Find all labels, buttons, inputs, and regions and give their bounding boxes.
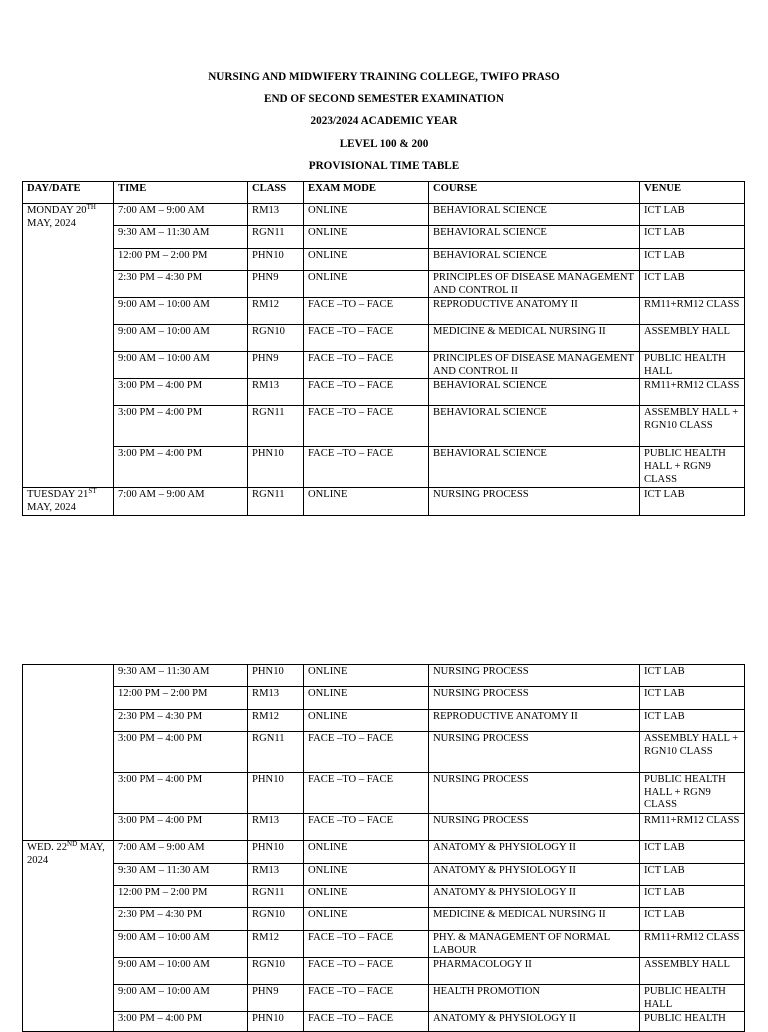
course-cell: NURSING PROCESS	[429, 732, 640, 773]
class-cell: RGN11	[248, 886, 304, 908]
course-cell: MEDICINE & MEDICAL NURSING II	[429, 908, 640, 931]
col-exam-mode: EXAM MODE	[304, 182, 429, 204]
venue-cell: RM11+RM12 CLASS	[640, 931, 745, 958]
venue-cell: ICT LAB	[640, 687, 745, 710]
course-cell: PHY. & MANAGEMENT OF NORMAL LABOUR	[429, 931, 640, 958]
mode-cell: FACE –TO – FACE	[304, 352, 429, 379]
venue-cell: ICT LAB	[640, 841, 745, 864]
course-cell: ANATOMY & PHYSIOLOGY II	[429, 886, 640, 908]
time-cell: 9:00 AM – 10:00 AM	[114, 958, 248, 985]
class-cell: RGN11	[248, 226, 304, 249]
time-cell: 3:00 PM – 4:00 PM	[114, 406, 248, 447]
table-row	[23, 908, 745, 931]
time-cell: 2:30 PM – 4:30 PM	[114, 271, 248, 298]
table-row	[23, 447, 745, 488]
col-day-date: DAY/DATE	[23, 182, 114, 204]
venue-cell: ICT LAB	[640, 249, 745, 271]
exam-title: END OF SECOND SEMESTER EXAMINATION	[264, 93, 504, 106]
class-cell: RM13	[248, 814, 304, 841]
table-row	[23, 352, 745, 379]
day-date-cell	[23, 841, 114, 1032]
academic-year: 2023/2024 ACADEMIC YEAR	[310, 115, 458, 128]
col-time: TIME	[114, 182, 248, 204]
col-venue: VENUE	[640, 182, 745, 204]
class-cell: PHN9	[248, 352, 304, 379]
course-cell: PRINCIPLES OF DISEASE MANAGEMENT AND CONTROL II	[429, 271, 640, 298]
class-cell: RM13	[248, 687, 304, 710]
mode-cell: FACE –TO – FACE	[304, 958, 429, 985]
time-cell: 9:30 AM – 11:30 AM	[114, 226, 248, 249]
table-row	[23, 732, 745, 773]
table-row	[23, 379, 745, 406]
table-row	[23, 325, 745, 352]
mode-cell: FACE –TO – FACE	[304, 298, 429, 325]
mode-cell: FACE –TO – FACE	[304, 447, 429, 488]
course-cell: BEHAVIORAL SCIENCE	[429, 447, 640, 488]
mode-cell: ONLINE	[304, 665, 429, 687]
course-cell: HEALTH PROMOTION	[429, 985, 640, 1012]
time-cell: 12:00 PM – 2:00 PM	[114, 687, 248, 710]
venue-cell: ICT LAB	[640, 864, 745, 886]
course-cell: BEHAVIORAL SCIENCE	[429, 226, 640, 249]
course-cell: NURSING PROCESS	[429, 665, 640, 687]
course-cell: PRINCIPLES OF DISEASE MANAGEMENT AND CONTROL II	[429, 352, 640, 379]
table-row	[23, 271, 745, 298]
table-row	[23, 1012, 745, 1032]
venue-cell: ASSEMBLY HALL	[640, 325, 745, 352]
mode-cell: FACE –TO – FACE	[304, 325, 429, 352]
venue-cell: ASSEMBLY HALL + RGN10 CLASS	[640, 406, 745, 447]
class-cell: RGN11	[248, 406, 304, 447]
mode-cell: FACE –TO – FACE	[304, 379, 429, 406]
time-cell: 7:00 AM – 9:00 AM	[114, 204, 248, 226]
mode-cell: ONLINE	[304, 841, 429, 864]
mode-cell: ONLINE	[304, 687, 429, 710]
course-cell: NURSING PROCESS	[429, 488, 640, 515]
class-cell: RM12	[248, 298, 304, 325]
class-cell: RGN10	[248, 325, 304, 352]
table-row	[23, 488, 745, 515]
course-cell: REPRODUCTIVE ANATOMY II	[429, 298, 640, 325]
table-row	[23, 985, 745, 1012]
venue-cell: RM11+RM12 CLASS	[640, 379, 745, 406]
course-cell: MEDICINE & MEDICAL NURSING II	[429, 325, 640, 352]
course-cell: PHARMACOLOGY II	[429, 958, 640, 985]
venue-cell: ICT LAB	[640, 908, 745, 931]
time-cell: 9:00 AM – 10:00 AM	[114, 325, 248, 352]
course-cell: NURSING PROCESS	[429, 814, 640, 841]
class-cell: PHN10	[248, 1012, 304, 1032]
time-cell: 9:00 AM – 10:00 AM	[114, 985, 248, 1012]
timetable-title: PROVISIONAL TIME TABLE	[308, 159, 460, 172]
time-cell: 9:30 AM – 11:30 AM	[114, 864, 248, 886]
class-cell: RM13	[248, 204, 304, 226]
venue-cell: ICT LAB	[640, 886, 745, 908]
venue-cell: PUBLIC HEALTH HALL	[640, 352, 745, 379]
class-cell: RM12	[248, 710, 304, 732]
mode-cell: FACE –TO – FACE	[304, 814, 429, 841]
table-row	[23, 665, 745, 687]
course-cell: REPRODUCTIVE ANATOMY II	[429, 710, 640, 732]
table-row	[23, 886, 745, 908]
venue-cell: RM11+RM12 CLASS	[640, 814, 745, 841]
time-cell: 3:00 PM – 4:00 PM	[114, 447, 248, 488]
venue-cell: ICT LAB	[640, 488, 745, 515]
mode-cell: FACE –TO – FACE	[304, 732, 429, 773]
time-cell: 7:00 AM – 9:00 AM	[114, 841, 248, 864]
day-label: MONDAY 20	[27, 205, 87, 216]
course-cell: BEHAVIORAL SCIENCE	[429, 379, 640, 406]
day-date-cell	[23, 665, 114, 841]
day-ordinal-suffix: ND	[67, 840, 78, 848]
time-cell: 3:00 PM – 4:00 PM	[114, 814, 248, 841]
table-row	[23, 958, 745, 985]
day-ordinal-suffix: TH	[86, 203, 96, 211]
class-cell: RGN11	[248, 732, 304, 773]
mode-cell: FACE –TO – FACE	[304, 406, 429, 447]
time-cell: 9:30 AM – 11:30 AM	[114, 665, 248, 687]
table-row	[23, 204, 745, 226]
table-row	[23, 406, 745, 447]
timetable-part-1	[22, 181, 745, 516]
venue-cell: PUBLIC HEALTH HALL + RGN9 CLASS	[640, 773, 745, 814]
venue-cell: ICT LAB	[640, 710, 745, 732]
class-cell: RGN10	[248, 908, 304, 931]
table-row	[23, 841, 745, 864]
course-cell: ANATOMY & PHYSIOLOGY II	[429, 864, 640, 886]
class-cell: RM13	[248, 379, 304, 406]
table-row	[23, 710, 745, 732]
time-cell: 9:00 AM – 10:00 AM	[114, 298, 248, 325]
mode-cell: FACE –TO – FACE	[304, 931, 429, 958]
venue-cell: RM11+RM12 CLASS	[640, 298, 745, 325]
mode-cell: ONLINE	[304, 488, 429, 515]
time-cell: 3:00 PM – 4:00 PM	[114, 732, 248, 773]
mode-cell: FACE –TO – FACE	[304, 773, 429, 814]
time-cell: 3:00 PM – 4:00 PM	[114, 1012, 248, 1032]
venue-cell: ICT LAB	[640, 271, 745, 298]
date-label: MAY, 2024	[27, 217, 76, 229]
mode-cell: ONLINE	[304, 710, 429, 732]
course-cell: ANATOMY & PHYSIOLOGY II	[429, 1012, 640, 1032]
day-label: WED. 22	[27, 842, 68, 853]
course-cell: NURSING PROCESS	[429, 687, 640, 710]
class-cell: PHN9	[248, 985, 304, 1012]
venue-cell: ICT LAB	[640, 665, 745, 687]
class-cell: RGN11	[248, 488, 304, 515]
mode-cell: ONLINE	[304, 249, 429, 271]
class-cell: RM12	[248, 931, 304, 958]
mode-cell: ONLINE	[304, 226, 429, 249]
class-cell: PHN10	[248, 841, 304, 864]
table-row	[23, 864, 745, 886]
time-cell: 2:30 PM – 4:30 PM	[114, 908, 248, 931]
table-row	[23, 931, 745, 958]
venue-cell: PUBLIC HEALTH	[640, 1012, 745, 1032]
mode-cell: FACE –TO – FACE	[304, 1012, 429, 1032]
day-ordinal-suffix: ST	[88, 487, 97, 496]
mode-cell: ONLINE	[304, 864, 429, 886]
venue-cell: PUBLIC HEALTH HALL + RGN9 CLASS	[640, 447, 745, 488]
day-label: TUESDAY 21	[27, 489, 89, 501]
document-header	[0, 66, 768, 177]
venue-cell: PUBLIC HEALTH HALL	[640, 985, 745, 1012]
class-cell: PHN10	[248, 249, 304, 271]
time-cell: 9:00 AM – 10:00 AM	[114, 931, 248, 958]
class-cell: PHN10	[248, 665, 304, 687]
day-date-cell	[23, 204, 114, 488]
table-row	[23, 814, 745, 841]
timetable-part-2	[22, 664, 745, 1032]
time-cell: 2:30 PM – 4:30 PM	[114, 710, 248, 732]
time-cell: 3:00 PM – 4:00 PM	[114, 773, 248, 814]
course-cell: NURSING PROCESS	[429, 773, 640, 814]
table-row	[23, 773, 745, 814]
time-cell: 7:00 AM – 9:00 AM	[114, 488, 248, 515]
venue-cell: ICT LAB	[640, 204, 745, 226]
class-cell: PHN9	[248, 271, 304, 298]
mode-cell: ONLINE	[304, 908, 429, 931]
venue-cell: ASSEMBLY HALL	[640, 958, 745, 985]
day-date-cell	[23, 488, 114, 515]
table-row	[23, 298, 745, 325]
time-cell: 9:00 AM – 10:00 AM	[114, 352, 248, 379]
table-row	[23, 687, 745, 710]
level: LEVEL 100 & 200	[339, 137, 429, 150]
table-row	[23, 226, 745, 249]
col-class: CLASS	[248, 182, 304, 204]
mode-cell: ONLINE	[304, 271, 429, 298]
date-label: MAY, 2024	[27, 842, 105, 866]
mode-cell: ONLINE	[304, 886, 429, 908]
class-cell: PHN10	[248, 447, 304, 488]
header-row	[23, 182, 745, 204]
venue-cell: ASSEMBLY HALL + RGN10 CLASS	[640, 732, 745, 773]
date-label: MAY, 2024	[27, 501, 76, 513]
class-cell: RGN10	[248, 958, 304, 985]
time-cell: 3:00 PM – 4:00 PM	[114, 379, 248, 406]
college-name: NURSING AND MIDWIFERY TRAINING COLLEGE, TWIFO PRASO	[208, 71, 560, 83]
course-cell: BEHAVIORAL SCIENCE	[429, 249, 640, 271]
venue-cell: ICT LAB	[640, 226, 745, 249]
col-course: COURSE	[429, 182, 640, 204]
course-cell: ANATOMY & PHYSIOLOGY II	[429, 841, 640, 864]
class-cell: PHN10	[248, 773, 304, 814]
time-cell: 12:00 PM – 2:00 PM	[114, 249, 248, 271]
mode-cell: ONLINE	[304, 204, 429, 226]
time-cell: 12:00 PM – 2:00 PM	[114, 886, 248, 908]
course-cell: BEHAVIORAL SCIENCE	[429, 204, 640, 226]
class-cell: RM13	[248, 864, 304, 886]
mode-cell: FACE –TO – FACE	[304, 985, 429, 1012]
course-cell: BEHAVIORAL SCIENCE	[429, 406, 640, 447]
table-row	[23, 249, 745, 271]
